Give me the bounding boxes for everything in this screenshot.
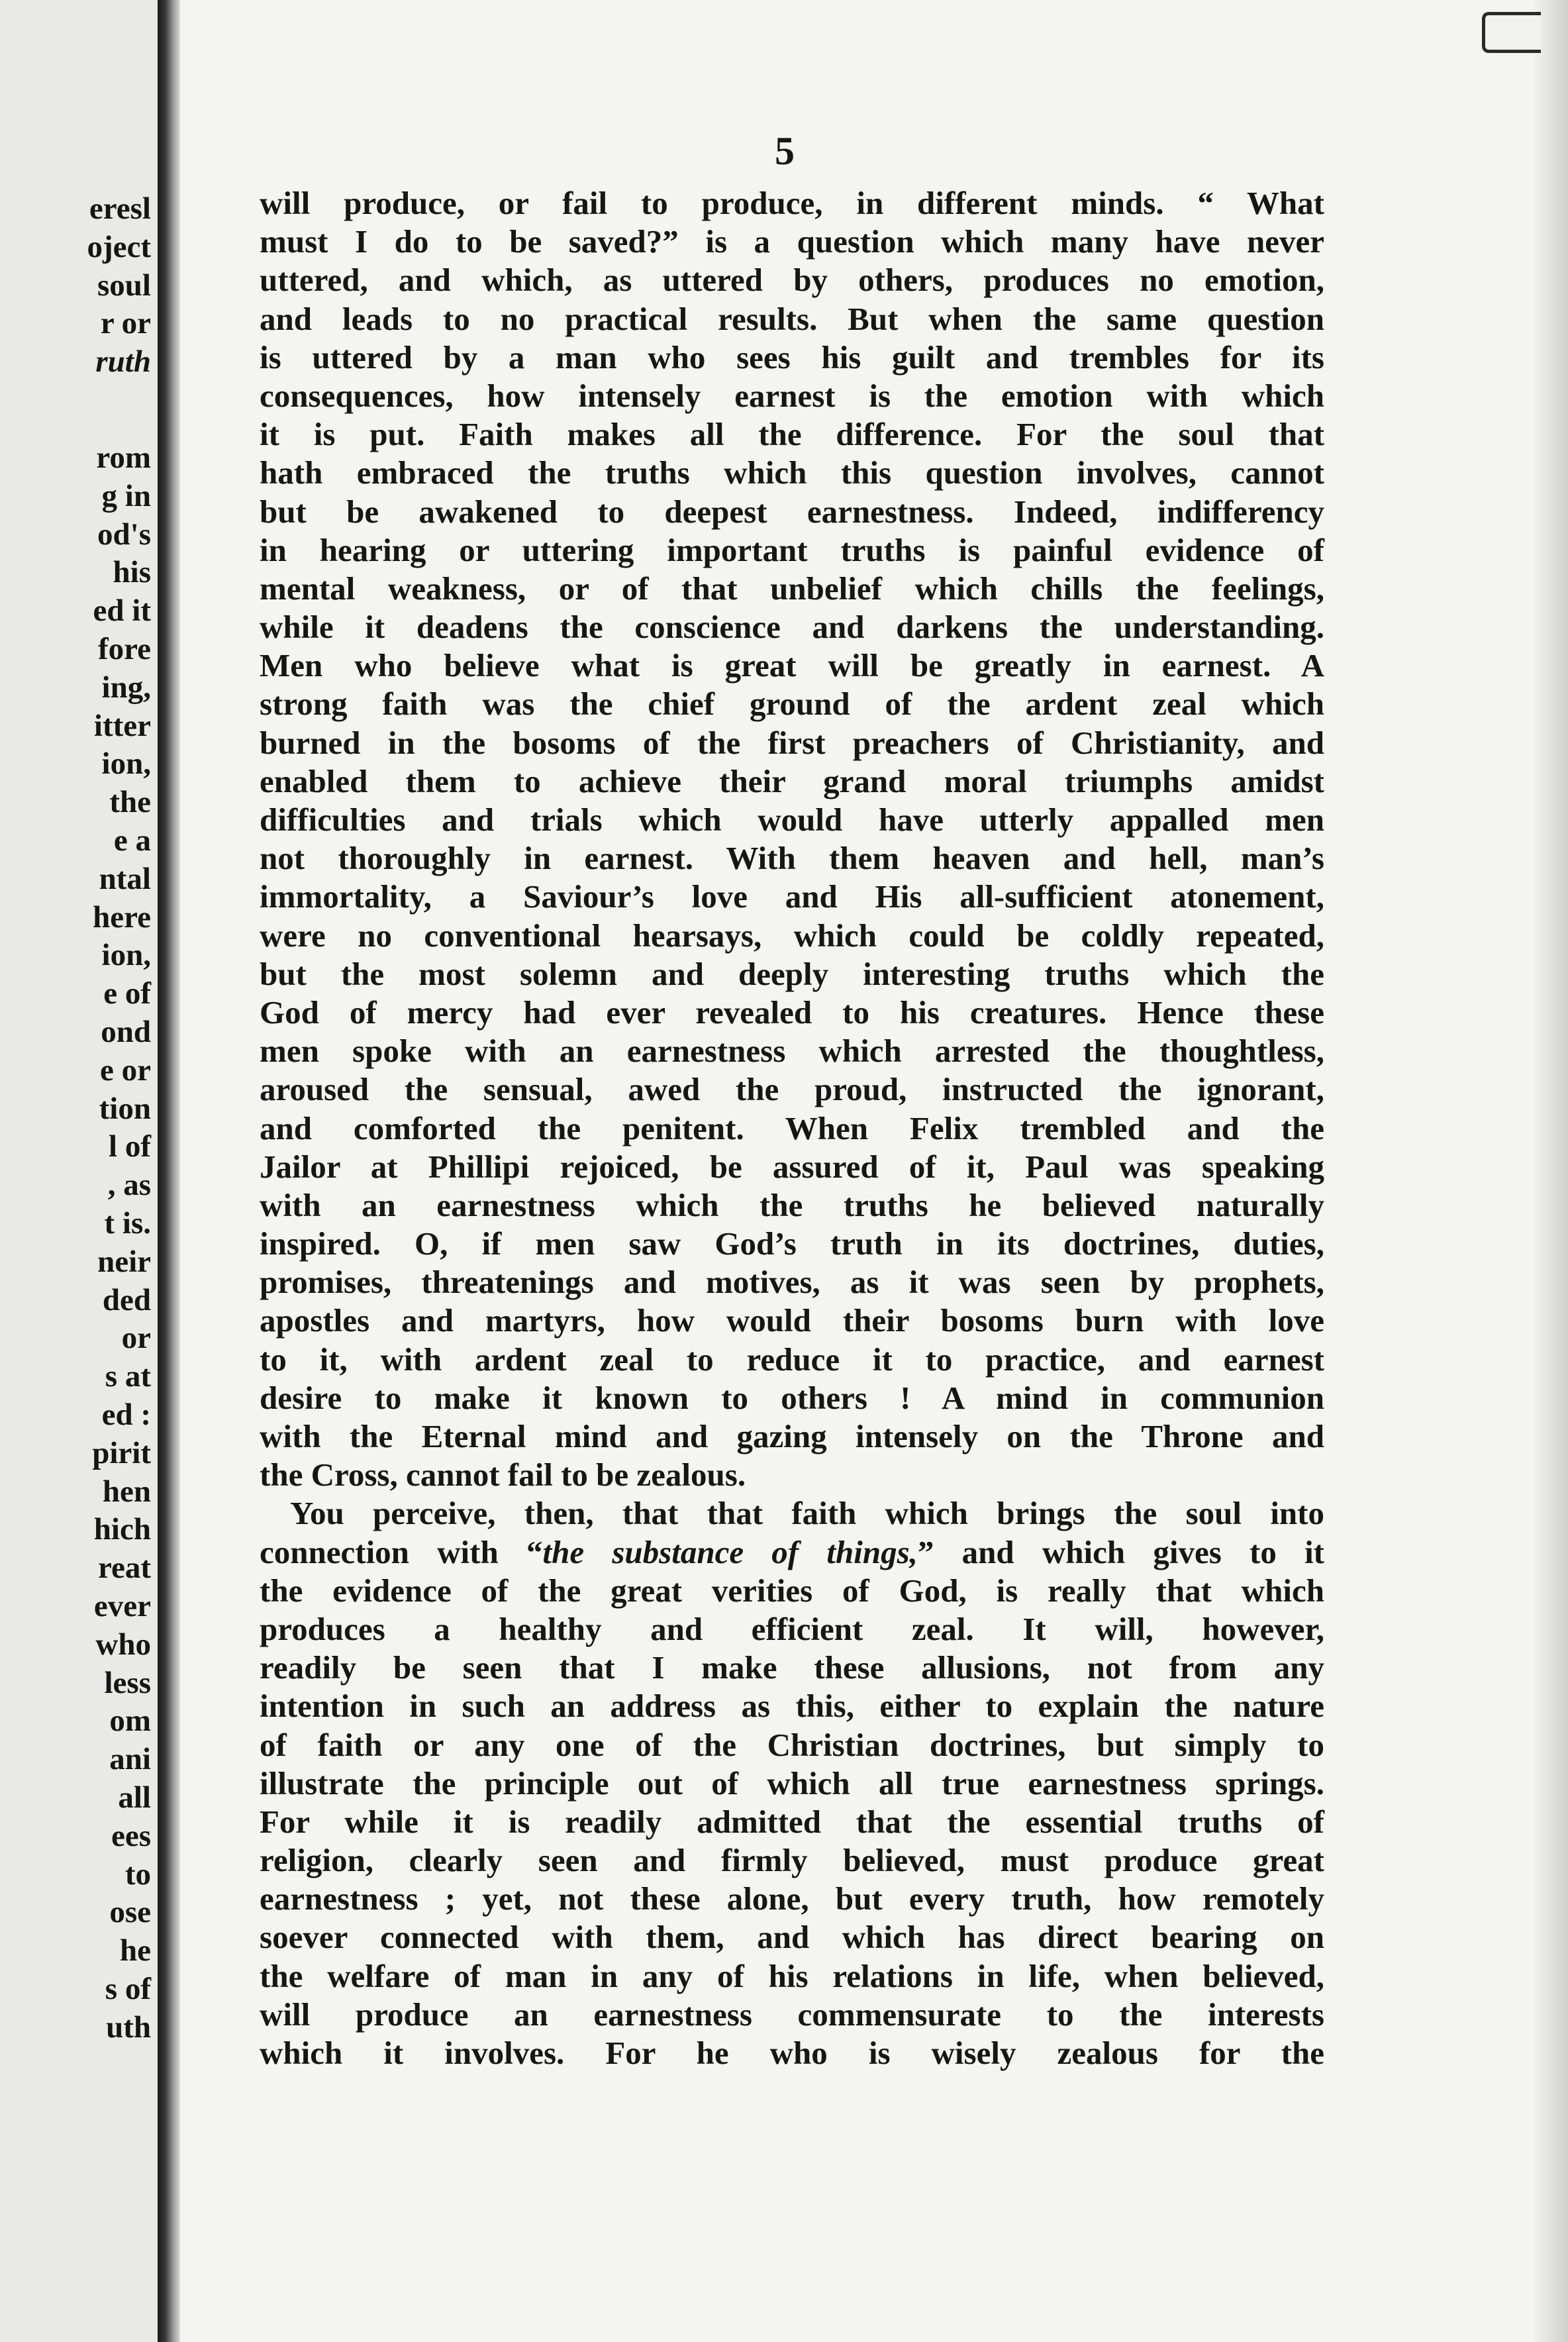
text-line: and comforted the penitent. When Felix trembled and the (260, 1109, 1324, 1146)
left-page-line: to (124, 1857, 151, 1892)
text-line: soever connected with them, and which has direct bearing on (260, 1919, 1324, 1956)
text-line: Men who believe what is great will be greatly in earnest. A (260, 647, 1324, 684)
left-page-line: less (104, 1665, 151, 1700)
text-line: desire to make it known to others ! A mind in communion (260, 1379, 1324, 1416)
left-page-line: pirit (92, 1435, 151, 1470)
body-text (260, 184, 1324, 2072)
left-page-line: ever (93, 1589, 151, 1623)
left-page-line: or (121, 1321, 151, 1356)
left-page-line: od's (97, 517, 151, 552)
text-line: while it deadens the conscience and darkens the understanding. (260, 609, 1324, 646)
page-corner-mark (1482, 12, 1541, 53)
left-page-line: ed it (93, 593, 151, 629)
left-page-line: s of (105, 1972, 151, 2006)
page-edge (1531, 0, 1568, 2342)
left-page-line: soul (97, 268, 151, 303)
left-page-line: l of (109, 1129, 151, 1164)
left-page-line: here (93, 899, 151, 935)
left-page-line: ing, (101, 670, 151, 705)
text-line: promises, threatenings and motives, as it was seen by prophets, (260, 1264, 1324, 1301)
text-line: in hearing or uttering important truths is painful evidence of (260, 531, 1324, 568)
text-line: illustrate the principle out of which all true earnestness springs. (260, 1764, 1324, 1802)
left-page-line: rom (96, 440, 151, 475)
left-page-line: the (109, 785, 151, 820)
text-line: the Cross, cannot fail to be zealous. (260, 1456, 746, 1494)
text-line-with-italic: connection with “the substance of things,” and which gives to it (260, 1533, 1325, 1570)
left-page-line: ees (111, 1818, 151, 1853)
left-page-line: , as (107, 1168, 151, 1203)
text-line: immortality, a Saviour’s love and His all-sufficient atonement, (260, 878, 1324, 915)
left-page-line: he (120, 1933, 151, 1968)
text-line: but the most solemn and deeply interesting truths which the (260, 955, 1324, 992)
text-line: not thoroughly in earnest. With them heaven and hell, man’s (260, 840, 1324, 877)
text-line: apostles and martyrs, how would their bosoms burn with love (260, 1302, 1324, 1339)
text-line: and leads to no practical results. But when the same question (260, 300, 1324, 337)
text-line: inspired. O, if men saw God’s truth in its doctrines, duties, (260, 1225, 1324, 1262)
left-page-line: ond (101, 1015, 151, 1049)
text-line: is uttered by a man who sees his guilt and trembles for its (260, 338, 1324, 376)
left-page-line: hich (93, 1512, 151, 1547)
text-line: hath embraced the truths which this question involves, cannot (260, 454, 1324, 491)
text-line: God of mercy had ever revealed to his creatures. Hence these (260, 993, 1324, 1031)
text-line: produces a healthy and efficient zeal. It will, however, (260, 1610, 1324, 1647)
left-page-line: ed : (101, 1398, 151, 1432)
text-line: of faith or any one of the Christian doctrines, but simply to (260, 1726, 1324, 1763)
left-page-line: r or (100, 306, 151, 341)
text-line: were no conventional hearsays, which could be coldly repeated, (260, 917, 1324, 954)
text-line: the evidence of the great verities of God, is really that which (260, 1572, 1324, 1609)
text-line: consequences, how intensely earnest is the emotion with which (260, 377, 1324, 414)
text-line: mental weakness, or of that unbelief which chills the feelings, (260, 570, 1324, 607)
left-page-line: ion, (101, 938, 151, 973)
text-line: For while it is readily admitted that the essential truths of (260, 1803, 1324, 1840)
text-line: religion, clearly seen and firmly believed, must produce great (260, 1842, 1324, 1879)
left-page-line: all (118, 1780, 151, 1815)
left-page-line: reat (97, 1551, 151, 1586)
text-line: which it involves. For he who is wisely zealous for the (260, 2035, 1324, 2071)
text-line: the welfare of man in any of his relations in life, when believed, (260, 1957, 1324, 1994)
text-line: burned in the bosoms of the first preachers of Christianity, and (260, 724, 1324, 761)
left-page-line: e a (113, 823, 151, 858)
text-line: with the Eternal mind and gazing intensely on the Throne and (260, 1418, 1324, 1454)
text-line: with an earnestness which the truths he believed naturally (260, 1186, 1324, 1223)
left-page-line: neir (97, 1244, 151, 1279)
text-line: enabled them to achieve their grand moral triumphs amidst (260, 762, 1324, 799)
text-line: earnestness ; yet, not these alone, but every truth, how remotely (260, 1880, 1324, 1917)
left-page-line: g in (101, 478, 151, 513)
text-line: men spoke with an earnestness which arrested the thoughtless, (260, 1033, 1324, 1070)
text-line: Jailor at Phillipi rejoiced, be assured of it, Paul was speaking (260, 1148, 1324, 1185)
left-page-line: s at (105, 1359, 151, 1394)
left-page-line: t is. (104, 1206, 151, 1241)
text-line: must I do to be saved?” is a question which many have never (260, 223, 1324, 260)
left-page-line: who (95, 1627, 151, 1662)
left-page-line: ruth (95, 344, 151, 380)
left-page-line: e of (103, 976, 151, 1011)
previous-page-fragment (0, 0, 158, 2342)
text-line: aroused the sensual, awed the proud, instructed the ignorant, (260, 1071, 1324, 1108)
page-number: 5 (775, 129, 795, 173)
left-page-line: uth (106, 2010, 151, 2045)
left-page-line: ntal (99, 861, 151, 896)
left-page-line: oject (87, 229, 151, 264)
text-line: intention in such an address as this, either to explain the nature (260, 1688, 1324, 1725)
text-line: uttered, and which, as uttered by others, produces no emotion, (260, 262, 1324, 299)
left-page-line: tion (99, 1091, 151, 1126)
left-page-line: fore (97, 632, 151, 666)
left-page-line: e or (100, 1052, 151, 1088)
left-page-line: om (109, 1704, 151, 1739)
left-page-line: itter (93, 708, 151, 743)
left-page-line: eresl (89, 191, 151, 226)
text-line: but be awakened to deepest earnestness. Indeed, indifferency (260, 493, 1324, 530)
text-line: strong faith was the chief ground of the ardent zeal which (260, 686, 1324, 723)
left-page-line: ani (109, 1742, 151, 1777)
book-spine-gutter (158, 0, 180, 2342)
text-line: difficulties and trials which would have utterly appalled men (260, 801, 1324, 838)
text-line: to it, with ardent zeal to reduce it to practice, and earnest (260, 1341, 1324, 1378)
text-line: will produce an earnestness commensurate to the interests (260, 1996, 1324, 2033)
text-line: You perceive, then, that that faith which brings the soul into (290, 1495, 1324, 1532)
text-line: readily be seen that I make these allusions, not from any (260, 1649, 1324, 1686)
left-page-line: hen (102, 1474, 151, 1509)
left-page-line: ose (109, 1895, 151, 1930)
left-page-line: his (113, 555, 151, 590)
left-page-line: ion, (101, 746, 151, 782)
left-page-line: ded (102, 1282, 151, 1317)
text-line: will produce, or fail to produce, in different minds. “ What (260, 185, 1324, 221)
text-line: it is put. Faith makes all the difference. For the soul that (260, 416, 1324, 453)
